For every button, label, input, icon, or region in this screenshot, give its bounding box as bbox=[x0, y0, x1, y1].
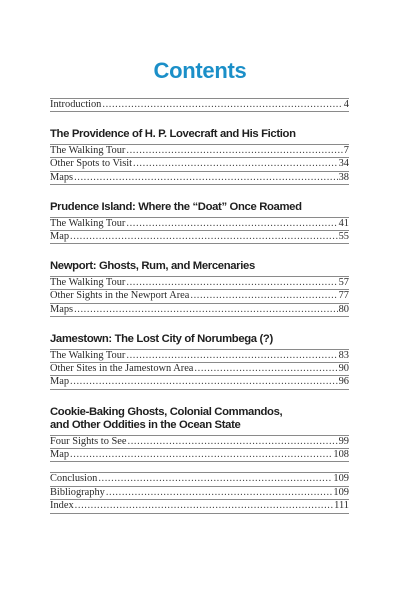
toc-entry-label: Other Spots to Visit bbox=[50, 158, 133, 170]
toc-entry-page: 7 bbox=[343, 144, 349, 156]
toc-entry-page: 41 bbox=[338, 217, 349, 229]
toc-entry-label: Index bbox=[50, 500, 74, 512]
toc-entry-page: 4 bbox=[343, 99, 349, 110]
toc-entry-page: 55 bbox=[338, 230, 349, 242]
toc-entry-item[interactable] bbox=[50, 158, 349, 170]
dot-leader bbox=[126, 218, 337, 230]
toc-entry-item[interactable] bbox=[50, 231, 349, 243]
toc-entry-page: 99 bbox=[338, 435, 349, 447]
toc-entry-back-matter[interactable] bbox=[50, 473, 349, 485]
dot-leader bbox=[74, 172, 338, 184]
page-title: Contents bbox=[153, 58, 247, 83]
divider bbox=[50, 461, 349, 462]
section-heading[interactable]: and Other Oddities in the Ocean State bbox=[50, 419, 241, 432]
toc-entry-page: 34 bbox=[338, 158, 349, 170]
toc-entry-item[interactable] bbox=[50, 376, 349, 388]
toc-section bbox=[50, 260, 349, 317]
toc-entry-page: 111 bbox=[334, 500, 349, 512]
section-heading[interactable]: Prudence Island: Where the “Doat” Once Roamed bbox=[50, 201, 302, 214]
divider bbox=[50, 111, 349, 112]
toc-entry-item[interactable] bbox=[50, 436, 349, 448]
toc-entry-label: The Walking Tour bbox=[50, 144, 126, 156]
toc-entry-page: 109 bbox=[333, 473, 349, 485]
toc-entry-item[interactable] bbox=[50, 363, 349, 375]
toc-entry-item[interactable] bbox=[50, 304, 349, 316]
toc-entry-label: Bibliography bbox=[50, 486, 105, 498]
toc-entry-page: 90 bbox=[338, 362, 349, 374]
dot-leader bbox=[75, 500, 334, 512]
toc-entry-page: 83 bbox=[338, 349, 349, 361]
section-heading[interactable]: The Providence of H. P. Lovecraft and His Fiction bbox=[50, 128, 296, 141]
toc-entry-label: Map bbox=[50, 230, 70, 242]
toc-entry-page: 57 bbox=[338, 276, 349, 288]
toc-entry-label: Maps bbox=[50, 171, 74, 183]
dot-leader bbox=[194, 363, 337, 375]
toc-entry-item[interactable] bbox=[50, 290, 349, 302]
toc-entry-label: Map bbox=[50, 449, 70, 461]
divider bbox=[50, 316, 349, 317]
dot-leader bbox=[133, 158, 338, 170]
toc-entry-label: Map bbox=[50, 376, 70, 388]
toc-entry-label: Maps bbox=[50, 303, 74, 315]
dot-leader bbox=[98, 473, 332, 485]
dot-leader bbox=[126, 350, 337, 362]
dot-leader bbox=[106, 487, 333, 499]
toc-entry-page: 80 bbox=[338, 303, 349, 315]
divider bbox=[50, 389, 349, 390]
dot-leader bbox=[190, 290, 337, 302]
back-matter bbox=[50, 472, 349, 513]
toc-section bbox=[50, 333, 349, 390]
toc-entry-item[interactable] bbox=[50, 350, 349, 362]
toc-entry-label: Conclusion bbox=[50, 473, 98, 485]
toc-entry-back-matter[interactable] bbox=[50, 487, 349, 499]
toc-entry-back-matter[interactable] bbox=[50, 500, 349, 512]
toc-section bbox=[50, 406, 349, 463]
table-of-contents bbox=[50, 98, 349, 514]
dot-leader bbox=[70, 449, 332, 461]
toc-entry-label: Other Sights in the Newport Area bbox=[50, 290, 190, 302]
dot-leader bbox=[70, 376, 338, 388]
toc-entry-label: The Walking Tour bbox=[50, 276, 126, 288]
section-heading[interactable]: Cookie-Baking Ghosts, Colonial Commandos, bbox=[50, 405, 283, 418]
toc-entry-item[interactable] bbox=[50, 449, 349, 461]
section-heading[interactable]: Newport: Ghosts, Rum, and Mercenaries bbox=[50, 260, 255, 273]
toc-section bbox=[50, 201, 349, 244]
toc-section bbox=[50, 128, 349, 185]
divider bbox=[50, 184, 349, 185]
toc-entry-item[interactable] bbox=[50, 145, 349, 157]
toc-entry-page: 108 bbox=[333, 449, 349, 461]
toc-entry-page: 38 bbox=[338, 171, 349, 183]
dot-leader bbox=[102, 99, 342, 111]
dot-leader bbox=[74, 304, 338, 316]
toc-entry-item[interactable] bbox=[50, 277, 349, 289]
section-heading[interactable]: Jamestown: The Lost City of Norumbega (?) bbox=[50, 333, 273, 346]
toc-entry-label: Four Sights to See bbox=[50, 435, 127, 447]
divider bbox=[50, 513, 349, 514]
toc-entry-item[interactable] bbox=[50, 218, 349, 230]
divider bbox=[50, 243, 349, 244]
toc-entry-label: Introduction bbox=[50, 99, 102, 110]
toc-entry-label: The Walking Tour bbox=[50, 349, 126, 361]
dot-leader bbox=[128, 436, 338, 448]
toc-entry-page: 109 bbox=[333, 486, 349, 498]
toc-entry-label: Other Sites in the Jamestown Area bbox=[50, 362, 194, 374]
dot-leader bbox=[126, 277, 337, 289]
toc-entry-introduction[interactable] bbox=[50, 99, 349, 111]
dot-leader bbox=[126, 145, 342, 157]
toc-entry-page: 96 bbox=[338, 376, 349, 388]
toc-entry-page: 77 bbox=[338, 290, 349, 302]
toc-entry-item[interactable] bbox=[50, 172, 349, 184]
toc-entry-label: The Walking Tour bbox=[50, 217, 126, 229]
dot-leader bbox=[70, 231, 338, 243]
